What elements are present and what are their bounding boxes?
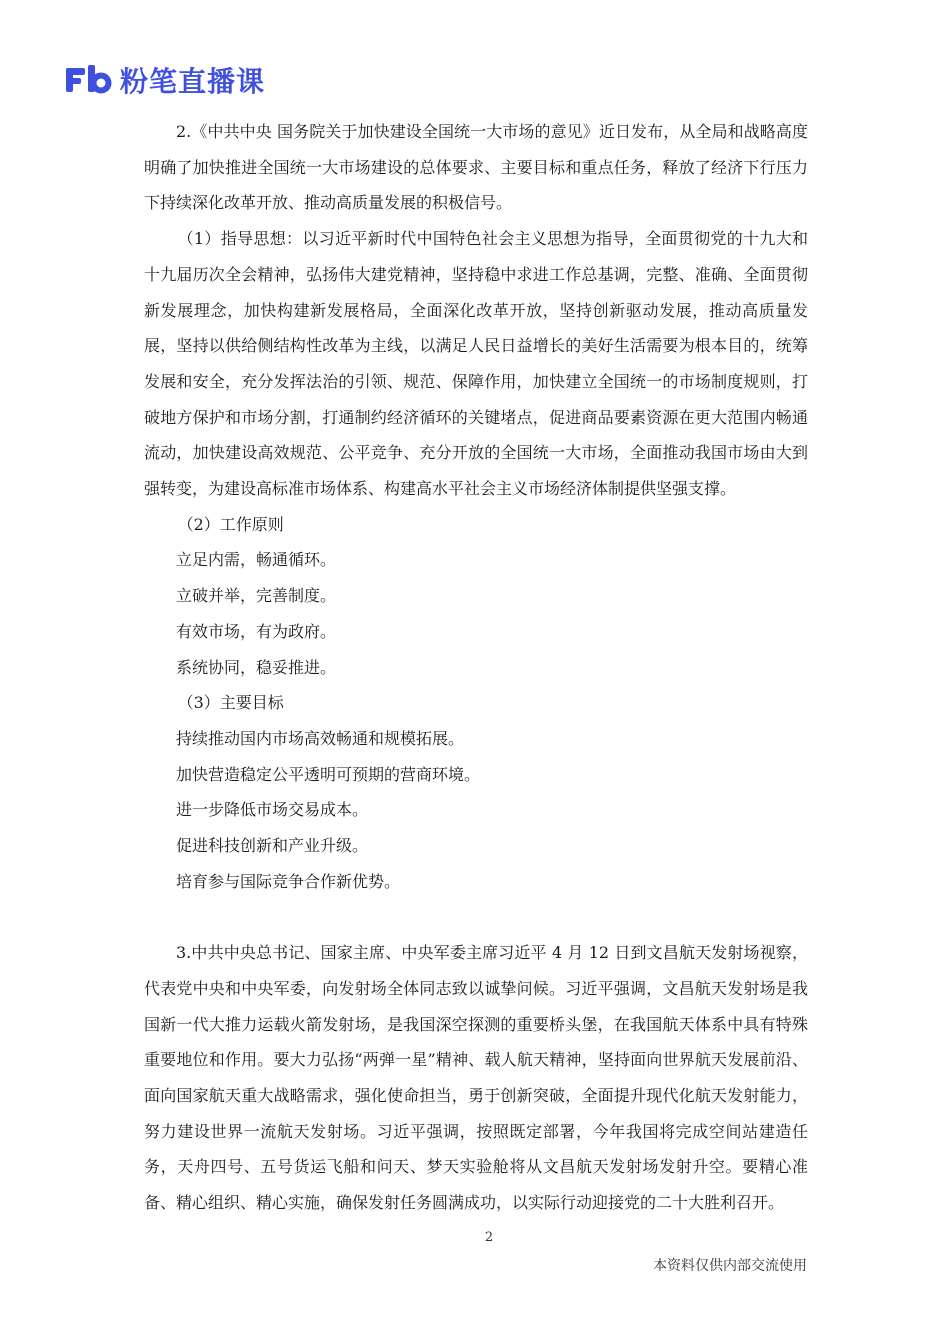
- goal-line: 加快营造稳定公平透明可预期的营商环境。: [176, 764, 481, 784]
- principle-line: 立足内需，畅通循环。: [176, 550, 337, 570]
- page-number: 2: [484, 1230, 494, 1245]
- brand-name: 粉笔直播课: [120, 65, 266, 98]
- paragraph-item-3: 3.中共中央总书记、国家主席、中央军委主席习近平 4 月 12 日到文昌航天发射场视察，代表党中央和中央军委，向发射场全体同志致以诚挚问候。习近平强调，文昌航天发射场是我国新一代大推力运载火箭发射场，是我国深空探测的重要桥头堡，在我国航天体系中具有特殊重要地位和作用。要大力弘扬“两弹一星”精神、载人航天精神，坚持面向世界航天发展前沿、面向国家航天重大战略需求，强化使命担当，勇于创新突破，全面提升现代化航天发射能力，努力建设世界一流航天发射场。习近平强调，按照既定部署，今年我国将完成空间站建造任务，天舟四号、五号货运飞船和问天、梦天实验舱将从文昌航天发射场发射升空。要精心准备、精心组织、精心实施，确保发射任务圆满成功，以实际行动迎接党的二十大胜利召开。: [144, 943, 808, 1213]
- main-goals-heading: （3）主要目标: [177, 693, 284, 713]
- goal-line: 培育参与国际竞争合作新优势。: [176, 871, 401, 891]
- goal-line: 促进科技创新和产业升级。: [176, 836, 369, 856]
- footer-note: 本资料仅供内部交流使用: [653, 1258, 807, 1274]
- guiding-ideology-paragraph: （1）指导思想：以习近平新时代中国特色社会主义思想为指导，全面贯彻党的十九大和十九届历次全会精神，弘扬伟大建党精神，坚持稳中求进工作总基调，完整、准确、全面贯彻新发展理念，加快构建新发展格局，全面深化改革开放，坚持创新驱动发展，推动高质量发展，坚持以供给侧结构性改革为主线，以满足人民日益增长的美好生活需要为根本目的，统筹发展和安全，充分发挥法治的引领、规范、保障作用，加快建立全国统一的市场制度规则，打破地方保护和市场分割，打通制约经济循环的关键堵点，促进商品要素资源在更大范围内畅通流动，加快建设高效规范、公平竞争、充分开放的全国统一大市场，全面推动我国市场由大到强转变，为建设高标准市场体系、构建高水平社会主义市场经济体制提供坚强支撑。: [144, 229, 808, 499]
- principle-line: 立破并举，完善制度。: [176, 586, 337, 606]
- document-body: [144, 114, 808, 1221]
- paragraph-spacer: [144, 899, 808, 935]
- brand-logo: [66, 62, 265, 98]
- principle-line: 系统协同，稳妥推进。: [176, 657, 337, 677]
- goal-line: 进一步降低市场交易成本。: [176, 800, 369, 820]
- goal-line: 持续推动国内市场高效畅通和规模拓展。: [176, 728, 465, 748]
- working-principles-heading: （2）工作原则: [177, 514, 284, 534]
- fenbi-logo-icon: [66, 65, 112, 95]
- principle-line: 有效市场，有为政府。: [176, 621, 337, 641]
- paragraph-item-2: 2.《中共中央 国务院关于加快建设全国统一大市场的意见》近日发布，从全局和战略高度明确了加快推进全国统一大市场建设的总体要求、主要目标和重点任务，释放了经济下行压力下持续深化改革开放、推动高质量发展的积极信号。: [144, 122, 808, 213]
